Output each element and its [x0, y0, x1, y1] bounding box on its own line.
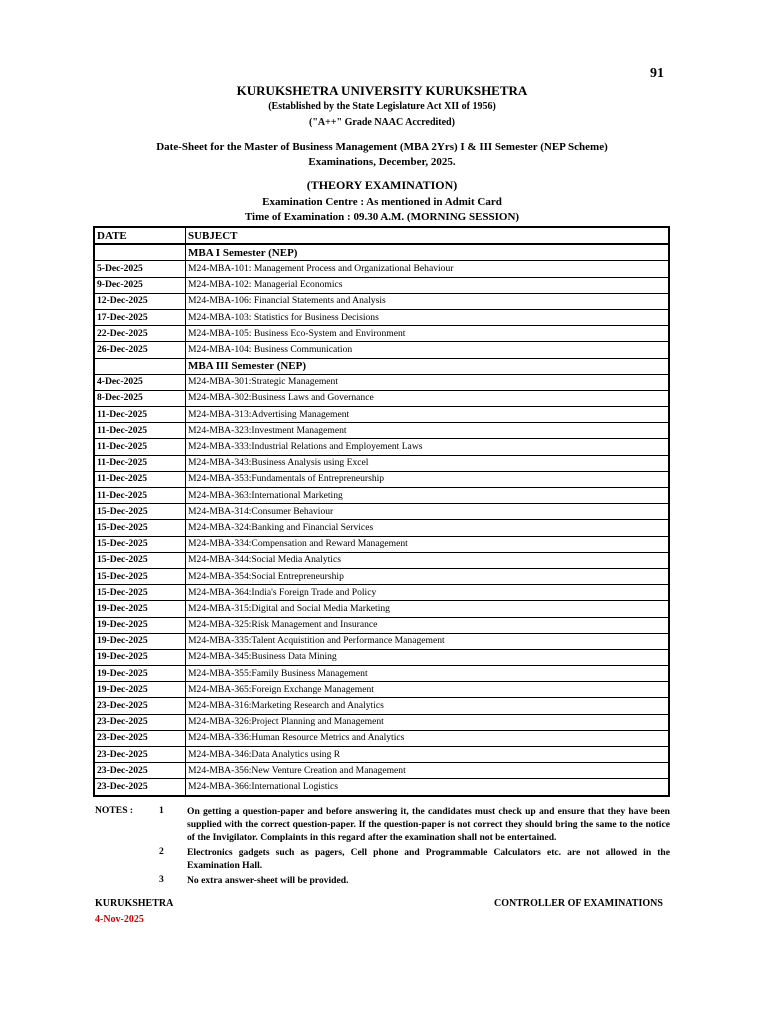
exam-date: 19-Dec-2025 — [94, 617, 186, 633]
page-number: 91 — [650, 66, 664, 81]
exam-subject: M24-MBA-301:Strategic Management — [186, 374, 670, 390]
notes-label: NOTES : — [95, 805, 134, 816]
exam-subject: M24-MBA-316:Marketing Research and Analytics — [186, 698, 670, 714]
exam-subject: M24-MBA-325:Risk Management and Insurance — [186, 617, 670, 633]
exam-subject: M24-MBA-363:International Marketing — [186, 488, 670, 504]
exam-date: 8-Dec-2025 — [94, 390, 186, 406]
exam-subject: M24-MBA-333:Industrial Relations and Employement Laws — [186, 439, 670, 455]
exam-date: 11-Dec-2025 — [94, 488, 186, 504]
table-row — [94, 390, 669, 406]
exam-subject: M24-MBA-314:Consumer Behaviour — [186, 504, 670, 520]
footer-date: 4-Nov-2025 — [95, 914, 144, 925]
exam-subject: M24-MBA-315:Digital and Social Media Marketing — [186, 601, 670, 617]
exam-subject: M24-MBA-344:Social Media Analytics — [186, 552, 670, 568]
exam-subject: M24-MBA-364:India's Foreign Trade and Policy — [186, 585, 670, 601]
table-row — [94, 374, 669, 390]
exam-date: 15-Dec-2025 — [94, 536, 186, 552]
exam-subject: M24-MBA-353:Fundamentals of Entrepreneurship — [186, 471, 670, 487]
exam-subject: M24-MBA-334:Compensation and Reward Management — [186, 536, 670, 552]
exam-date: 26-Dec-2025 — [94, 342, 186, 358]
note-text: Electronics gadgets such as pagers, Cell phone and Programmable Calculators etc. are not allowed in the Examination Hall. — [187, 847, 670, 871]
note-item — [95, 846, 670, 872]
exam-centre: Examination Centre : As mentioned in Admit Card — [262, 196, 502, 208]
table-row — [94, 326, 669, 342]
exam-date: 19-Dec-2025 — [94, 666, 186, 682]
table-row — [94, 666, 669, 682]
table-row — [94, 423, 669, 439]
exam-subject: M24-MBA-336:Human Resource Metrics and Analytics — [186, 730, 670, 746]
exam-date: 17-Dec-2025 — [94, 309, 186, 325]
exam-date: 11-Dec-2025 — [94, 439, 186, 455]
exam-subject: M24-MBA-346:Data Analytics using R — [186, 747, 670, 763]
subject-column-header: SUBJECT — [186, 227, 670, 244]
exam-subject: M24-MBA-324:Banking and Financial Services — [186, 520, 670, 536]
grade-line: ("A++" Grade NAAC Accredited) — [309, 117, 455, 128]
exam-time: Time of Examination : 09.30 A.M. (MORNING SESSION) — [244, 211, 520, 223]
exam-date: 11-Dec-2025 — [94, 423, 186, 439]
exam-date: 23-Dec-2025 — [94, 730, 186, 746]
table-row — [94, 633, 669, 649]
table-row — [94, 455, 669, 471]
exam-date: 11-Dec-2025 — [94, 455, 186, 471]
exam-date: 15-Dec-2025 — [94, 504, 186, 520]
datesheet-title: Date-Sheet for the Master of Business Management (MBA 2Yrs) I & III Semester (NEP Scheme) — [156, 141, 608, 153]
notes-section — [95, 805, 670, 889]
table-row — [94, 342, 669, 358]
table-row — [94, 617, 669, 633]
semester-heading: MBA III Semester (NEP) — [186, 358, 670, 374]
exam-subject: M24-MBA-323:Investment Management — [186, 423, 670, 439]
table-row — [94, 763, 669, 779]
semester-heading-row — [94, 358, 669, 374]
established-line: (Established by the State Legislature Act XII of 1956) — [268, 101, 496, 112]
table-row — [94, 779, 669, 796]
exam-subject: M24-MBA-101: Management Process and Organizational Behaviour — [186, 261, 670, 277]
table-row — [94, 536, 669, 552]
exam-date: 23-Dec-2025 — [94, 714, 186, 730]
date-column-header: DATE — [94, 227, 186, 244]
exam-date: 23-Dec-2025 — [94, 779, 186, 796]
note-item — [95, 805, 670, 844]
exam-date: 15-Dec-2025 — [94, 585, 186, 601]
exam-subject: M24-MBA-365:Foreign Exchange Management — [186, 682, 670, 698]
table-row — [94, 698, 669, 714]
table-row — [94, 747, 669, 763]
exam-date: 5-Dec-2025 — [94, 261, 186, 277]
exam-date: 23-Dec-2025 — [94, 747, 186, 763]
datesheet-subtitle: Examinations, December, 2025. — [308, 156, 456, 168]
exam-date: 12-Dec-2025 — [94, 293, 186, 309]
theory-heading: (THEORY EXAMINATION) — [306, 178, 458, 192]
table-row — [94, 730, 669, 746]
footer-signatory: CONTROLLER OF EXAMINATIONS — [494, 898, 663, 909]
table-row — [94, 293, 669, 309]
exam-date: 15-Dec-2025 — [94, 552, 186, 568]
exam-subject: M24-MBA-313:Advertising Management — [186, 407, 670, 423]
exam-date: 11-Dec-2025 — [94, 471, 186, 487]
exam-date: 15-Dec-2025 — [94, 568, 186, 584]
note-text: On getting a question-paper and before answering it, the candidates must check up and ensure that they have been supplied with the correct question-paper. If the question-paper is not correct they should bring the same to the notice of the Invigilator. Complaints in this regard after the examination shall not be entertained. — [187, 806, 670, 843]
exam-date: 9-Dec-2025 — [94, 277, 186, 293]
table-row — [94, 407, 669, 423]
note-number: 3 — [159, 874, 164, 885]
table-row — [94, 439, 669, 455]
exam-subject: M24-MBA-356:New Venture Creation and Management — [186, 763, 670, 779]
exam-subject: M24-MBA-354:Social Entrepreneurship — [186, 568, 670, 584]
table-row — [94, 649, 669, 665]
table-row — [94, 488, 669, 504]
exam-subject: M24-MBA-104: Business Communication — [186, 342, 670, 358]
exam-subject: M24-MBA-366:International Logistics — [186, 779, 670, 796]
exam-date: 11-Dec-2025 — [94, 407, 186, 423]
note-item — [95, 874, 670, 887]
table-row — [94, 504, 669, 520]
table-row — [94, 277, 669, 293]
table-row — [94, 471, 669, 487]
table-row — [94, 601, 669, 617]
date-sheet-table — [93, 226, 670, 797]
table-row — [94, 682, 669, 698]
exam-date: 19-Dec-2025 — [94, 649, 186, 665]
exam-subject: M24-MBA-326:Project Planning and Management — [186, 714, 670, 730]
exam-subject: M24-MBA-102: Managerial Economics — [186, 277, 670, 293]
note-number: 2 — [159, 846, 164, 857]
table-row — [94, 309, 669, 325]
table-row — [94, 714, 669, 730]
exam-subject: M24-MBA-106: Financial Statements and Analysis — [186, 293, 670, 309]
exam-subject: M24-MBA-105: Business Eco-System and Environment — [186, 326, 670, 342]
exam-date: 19-Dec-2025 — [94, 682, 186, 698]
exam-date: 23-Dec-2025 — [94, 763, 186, 779]
exam-subject: M24-MBA-355:Family Business Management — [186, 666, 670, 682]
exam-date: 23-Dec-2025 — [94, 698, 186, 714]
table-row — [94, 520, 669, 536]
table-header-row — [94, 227, 669, 244]
empty-cell — [94, 358, 186, 374]
semester-heading-row — [94, 244, 669, 261]
exam-subject: M24-MBA-345:Business Data Mining — [186, 649, 670, 665]
university-title: KURUKSHETRA UNIVERSITY KURUKSHETRA — [236, 83, 528, 98]
exam-date: 4-Dec-2025 — [94, 374, 186, 390]
table-row — [94, 261, 669, 277]
note-number: 1 — [159, 805, 164, 816]
table-row — [94, 568, 669, 584]
exam-date: 19-Dec-2025 — [94, 633, 186, 649]
exam-subject: M24-MBA-302:Business Laws and Governance — [186, 390, 670, 406]
note-text: No extra answer-sheet will be provided. — [187, 875, 349, 886]
table-row — [94, 552, 669, 568]
exam-date: 22-Dec-2025 — [94, 326, 186, 342]
empty-cell — [94, 244, 186, 261]
exam-date: 19-Dec-2025 — [94, 601, 186, 617]
semester-heading: MBA I Semester (NEP) — [186, 244, 670, 261]
exam-subject: M24-MBA-103: Statistics for Business Decisions — [186, 309, 670, 325]
footer-place: KURUKSHETRA — [95, 898, 174, 909]
exam-date: 15-Dec-2025 — [94, 520, 186, 536]
exam-subject: M24-MBA-335:Talent Acquistition and Performance Management — [186, 633, 670, 649]
exam-subject: M24-MBA-343:Business Analysis using Excel — [186, 455, 670, 471]
table-row — [94, 585, 669, 601]
